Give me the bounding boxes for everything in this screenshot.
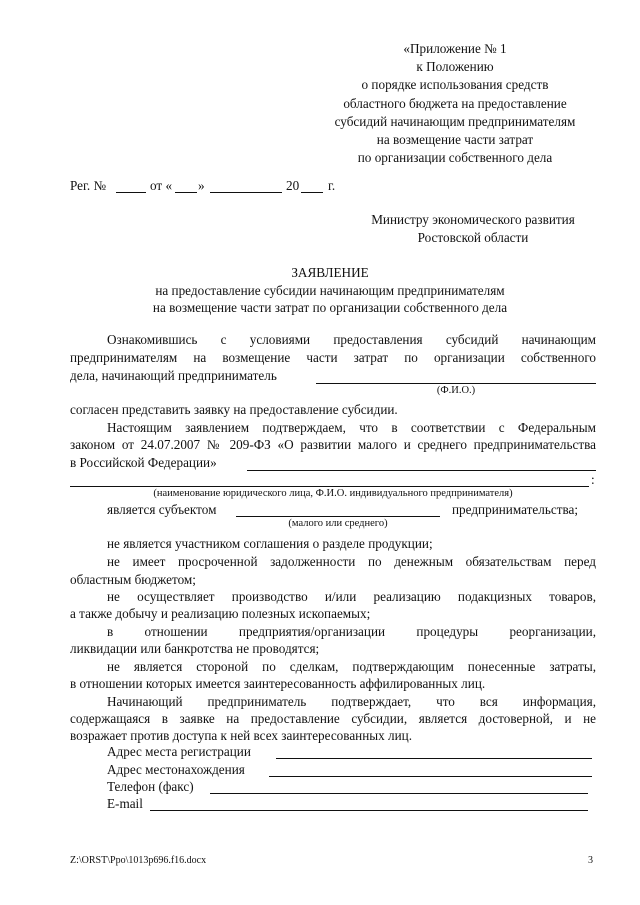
- condition-3-line-1: не осуществляет производство и/или реализацию подакцизных товаров,: [107, 589, 596, 604]
- condition-4-line-2: ликвидации или банкротства не проводятся;: [70, 641, 320, 656]
- document-subtitle-1: на предоставление субсидии начинающим предпринимателям: [155, 283, 505, 298]
- reg-address-label: Адрес места регистрации: [107, 744, 251, 759]
- condition-2-line-1: не имеет просроченной задолженности по денежным обязательствам перед: [107, 554, 596, 569]
- paragraph-1-line-3: дела, начинающий предприниматель: [70, 368, 277, 383]
- paragraph-2-line-3: в Российской Федерации»: [70, 455, 217, 470]
- reg-day-field[interactable]: [175, 192, 197, 193]
- paragraph-1-line-1: Ознакомившись с условиями предоставления субсидий начинающим: [107, 332, 596, 347]
- reg-year-suffix: г.: [328, 178, 336, 193]
- appendix-line: к Положению: [416, 59, 494, 75]
- paragraph-3-line-3: возражает против доступа к ней всех заинтересованных лиц.: [70, 728, 413, 743]
- condition-2-line-2: областным бюджетом;: [70, 572, 196, 587]
- reg-date-from: от «: [150, 178, 173, 193]
- appendix-line: о порядке использования средств: [361, 77, 549, 93]
- reg-year-field[interactable]: [301, 192, 323, 193]
- appendix-line: «Приложение № 1: [403, 41, 507, 56]
- entity-field-2[interactable]: [70, 486, 589, 487]
- paragraph-2-line-2: законом от 24.07.2007 № 209-ФЗ «О развитии малого и среднего предпринимательства: [70, 437, 596, 452]
- condition-4-line-1: в отношении предприятия/организации процедуры реорганизации,: [107, 624, 596, 639]
- paragraph-3-line-2: содержащаяся в заявке на предоставление субсидии, является достоверной, и не: [70, 711, 596, 726]
- email-label: E-mail: [107, 796, 143, 811]
- condition-1: не является участником соглашения о разделе продукции;: [107, 536, 433, 551]
- reg-number-field[interactable]: [116, 192, 146, 193]
- condition-5-line-2: в отношении которых имеется заинтересованность аффилированных лиц.: [70, 676, 486, 691]
- footer-page-number: 3: [588, 855, 593, 866]
- reg-year-prefix: 20: [286, 178, 300, 193]
- phone-field[interactable]: [210, 793, 588, 794]
- reg-number-label: Рег. №: [70, 178, 107, 193]
- entity-caption: (наименование юридического лица, Ф.И.О. индивидуального предпринимателя): [153, 488, 513, 499]
- appendix-line: по организации собственного дела: [357, 150, 553, 166]
- enterprise-size-field[interactable]: [236, 516, 440, 517]
- appendix-header: [310, 40, 600, 167]
- appendix-line: на возмещение части затрат: [376, 132, 534, 148]
- condition-3-line-2: а также добычу и реализацию полезных ископаемых;: [70, 606, 371, 621]
- paragraph-3-line-1: Начинающий предприниматель подтверждает, что вся информация,: [107, 694, 596, 709]
- subject-prefix: является субъектом: [107, 502, 217, 517]
- entity-field-1[interactable]: [247, 470, 596, 471]
- reg-month-field[interactable]: [210, 192, 282, 193]
- footer-file-path: Z:\ORST\Ppo\1013p696.f16.docx: [70, 855, 207, 866]
- size-caption: (малого или среднего): [288, 518, 388, 529]
- appendix-line: субсидий начинающим предпринимателям: [334, 113, 576, 129]
- fio-caption: (Ф.И.О.): [436, 385, 476, 396]
- reg-quote-close: »: [198, 178, 205, 193]
- appendix-line: областного бюджета на предоставление: [343, 95, 567, 111]
- fio-field[interactable]: [316, 383, 596, 384]
- phone-label: Телефон (факс): [107, 779, 194, 794]
- email-field[interactable]: [150, 810, 588, 811]
- reg-address-field[interactable]: [276, 758, 592, 759]
- entity-colon: :: [591, 472, 595, 487]
- document-title: ЗАЯВЛЕНИЕ: [291, 265, 369, 280]
- paragraph-1-line-4: согласен представить заявку на предоставление субсидии.: [70, 402, 398, 417]
- addressee-line-1: Министру экономического развития: [371, 212, 575, 227]
- paragraph-1-line-2: предпринимателям на возмещение части затрат по организации собственного: [70, 350, 596, 365]
- location-label: Адрес местонахождения: [107, 762, 245, 777]
- document-subtitle-2: на возмещение части затрат по организации собственного дела: [152, 300, 508, 315]
- subject-suffix: предпринимательства;: [452, 502, 579, 517]
- location-field[interactable]: [269, 776, 592, 777]
- condition-5-line-1: не является стороной по сделкам, подтверждающим понесенные затраты,: [107, 659, 596, 674]
- paragraph-2-line-1: Настоящим заявлением подтверждаем, что в соответствии с Федеральным: [107, 420, 596, 435]
- addressee-line-2: Ростовской области: [417, 230, 529, 245]
